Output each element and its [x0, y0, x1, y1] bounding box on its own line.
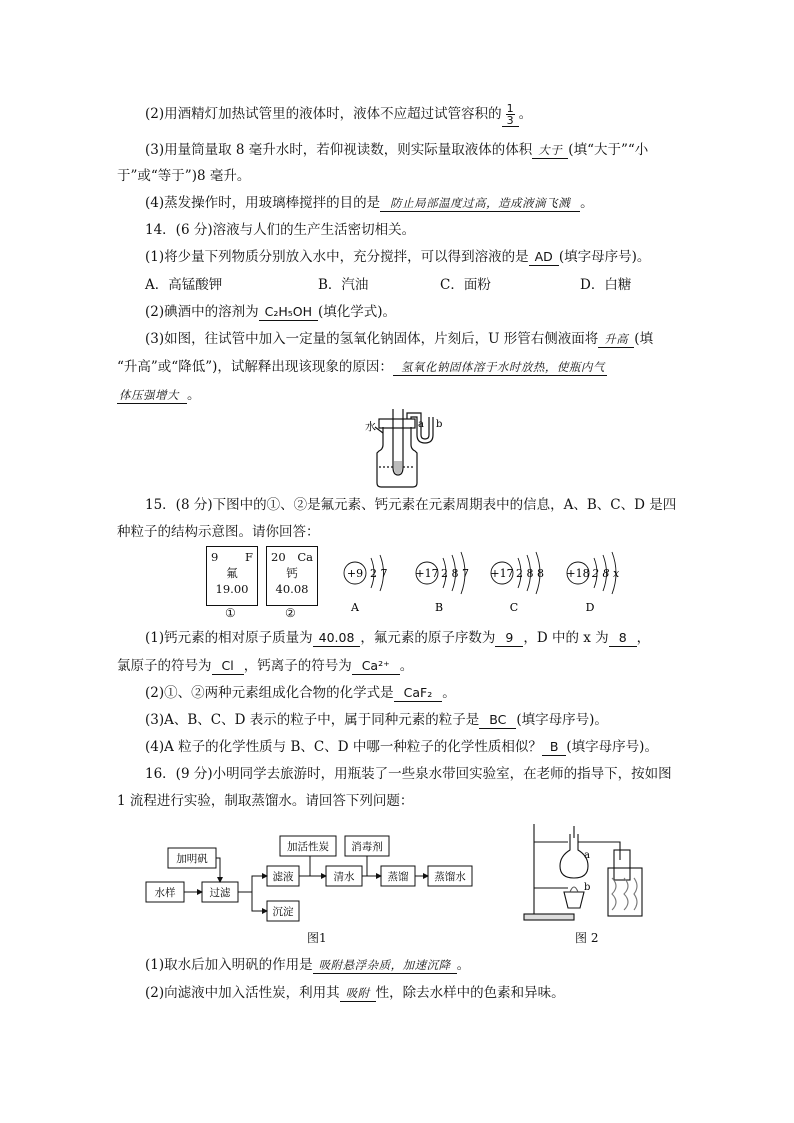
q13-p2-answer: [502, 103, 519, 127]
q15-p2-end: 。: [442, 685, 456, 701]
q16-p1-answer: 吸附悬浮杂质，加速沉降: [313, 957, 457, 974]
q13-p3-text: (3)用量筒量取 8 毫升水时，若仰视读数，则实际量取液体的体积: [145, 142, 533, 158]
shell-electrons-a: 2 7: [370, 567, 388, 580]
q13-p3-hint-cont: 于”或“等于”)8 毫升。: [117, 168, 251, 184]
q15-title: [0, 495, 794, 515]
figure-1-caption: 图1: [307, 931, 327, 945]
atom-structure-diagrams: [335, 548, 635, 616]
atom-label-d: D: [585, 601, 595, 614]
element-card-label-2: ②: [285, 606, 296, 620]
q16-line-1: [0, 955, 794, 975]
q15-p1-text-e: 氯原子的符号为: [117, 658, 212, 674]
figure-label-water: 水: [365, 420, 376, 433]
q16-title-b: [0, 791, 794, 811]
flow-box-sample: 水样: [154, 887, 176, 899]
q15-p1-end: 。: [399, 658, 414, 674]
q15-line-4: [0, 737, 794, 757]
q15-line-1: [0, 628, 794, 648]
shell-electrons-b: 2 8 7: [441, 567, 469, 580]
q16-p2-text: (2)向滤液中加入活性炭，利用其: [145, 985, 340, 1001]
q14-p3-hint: (填: [634, 331, 654, 347]
element-symbol: Ca: [297, 550, 313, 564]
q15-title-text: 15．(8 分)下图中的①、②是氟元素、钙元素在元素周期表中的信息，A、B、C、D 是四: [145, 497, 677, 513]
q14-option-c: C．面粉: [440, 277, 491, 293]
q15-p3-text: (3)A、B、C、D 表示的粒子中，属于同种元素的粒子是: [145, 712, 480, 728]
q14-p1-hint: (填字母序号)。: [558, 249, 651, 265]
q15-p4-answer: B: [542, 739, 567, 756]
atom-label-a: A: [351, 601, 359, 614]
nucleus-charge-c: +17: [490, 567, 514, 580]
q16-p2-answer: 吸附: [340, 985, 376, 1002]
q15-p1-answer-number: 9: [495, 630, 523, 647]
q14-line-3c: [0, 385, 794, 405]
distillation-apparatus-figure: [520, 820, 670, 925]
q16-title-text: 16．(9 分)小明同学去旅游时，用瓶装了一些泉水带回实验室，在老师的指导下，按如图: [145, 766, 672, 782]
q13-p4-text: (4)蒸发操作时，用玻璃棒搅拌的目的是: [145, 195, 381, 211]
atom-label-c: C: [509, 601, 519, 614]
fraction-numerator: 1: [506, 102, 514, 115]
flow-box-activated-carbon: 加活性炭: [287, 841, 329, 853]
q15-p4-text: (4)A 粒子的化学性质与 B、C、D 中哪一种粒子的化学性质相似？: [145, 739, 542, 755]
q14-p3-end: 。: [187, 387, 201, 403]
q16-line-2: [0, 983, 794, 1003]
q14-p1-answer: AD: [529, 249, 559, 266]
q14-p2-answer: C₂H₅OH: [259, 304, 318, 321]
shell-electrons-c: 2 8 8: [516, 567, 544, 580]
q14-p2-text: (2)碘酒中的溶剂为: [145, 304, 259, 320]
q14-p3-explanation-cont: 体压强增大: [117, 387, 187, 404]
q15-p1-text-c: ，D 中的 x 为: [523, 630, 609, 646]
atom-label-b: B: [434, 601, 444, 614]
nucleus-charge-d: +18: [566, 567, 590, 580]
q15-p2-text: (2)①、②两种元素组成化合物的化学式是: [145, 685, 394, 701]
nucleus-charge-b: +17: [415, 567, 439, 580]
q15-p2-answer: CaF₂: [394, 685, 443, 702]
element-symbol: F: [245, 550, 253, 564]
q14-p3-hint-cont: “升高”或“降低”)，试解释出现该现象的原因：: [117, 359, 393, 375]
flask-u-tube-figure: [355, 405, 475, 490]
q14-p3-text: (3)如图，往试管中加入一定量的氢氧化钠固体，片刻后，U 形管右侧液面将: [145, 331, 599, 347]
q15-title-b: [0, 522, 794, 542]
q14-line-3b: [0, 357, 794, 377]
q15-p1-text-d: ，: [636, 630, 651, 646]
q13-p3-answer: 大于: [532, 142, 568, 159]
q14-option-a: A．高锰酸钾: [145, 277, 223, 293]
q14-p3-answer: 升高: [598, 331, 634, 348]
flow-box-clear-water: 清水: [333, 871, 355, 883]
figure-label-b: b: [436, 419, 443, 430]
element-card-label-1: ①: [225, 606, 236, 620]
q15-p1-answer-chlorine: Cl: [212, 658, 244, 675]
figure-2-label-b: b: [584, 882, 591, 893]
element-mass: 40.08: [275, 582, 309, 596]
figure-label-a: a: [418, 419, 424, 430]
q13-p4-answer: 防止局部温度过高，造成液滴飞溅: [380, 195, 580, 212]
q14-line-2: [0, 302, 794, 322]
q14-line-1: [0, 247, 794, 267]
q14-title-text: 14．(6 分)溶液与人们的生产生活密切相关。: [145, 222, 416, 238]
q14-p1-text: (1)将少量下列物质分别放入水中，充分搅拌，可以得到溶液的是: [145, 249, 529, 265]
q13-p2-text: (2)用酒精灯加热试管里的液体时，液体不应超过试管容积的: [145, 106, 502, 122]
q13-line-2: [0, 103, 794, 127]
figure-2-caption: 图 2: [575, 931, 599, 945]
q15-line-2: [0, 683, 794, 703]
water-purification-flowchart: [140, 830, 500, 925]
q15-p4-hint: (填字母序号)。: [566, 739, 658, 755]
flow-box-sediment: 沉淀: [272, 906, 294, 918]
q15-line-3: [0, 710, 794, 730]
q15-line-1b: [0, 656, 794, 676]
q14-title: [0, 220, 794, 240]
q14-p2-hint: (填化学式)。: [318, 304, 397, 320]
flow-box-filtrate: 滤液: [272, 871, 294, 883]
flow-box-distilled-water: 蒸馏水: [434, 871, 466, 883]
q14-option-d: D．白糖: [580, 277, 632, 293]
q15-p1-text-b: ，氟元素的原子序数为: [360, 630, 496, 646]
q15-title-text-cont: 种粒子的结构示意图。请你回答：: [117, 524, 320, 540]
fraction: [506, 103, 515, 126]
q13-line-3: [0, 140, 794, 160]
q14-p3-explanation: 氢氧化钠固体溶于水时放热，使瓶内气: [393, 359, 607, 376]
element-mass: 19.00: [215, 582, 249, 596]
q15-p3-answer: BC: [479, 712, 516, 729]
element-card-calcium: [266, 546, 318, 606]
flow-box-alum: 加明矾: [176, 853, 208, 865]
q16-p1-end: 。: [456, 957, 471, 973]
q13-p2-end: 。: [518, 106, 533, 122]
q16-p1-text: (1)取水后加入明矾的作用是: [145, 957, 313, 973]
q16-title-text-cont: 1 流程进行实验，制取蒸馏水。请回答下列问题：: [117, 793, 414, 809]
nucleus-charge-a: +9: [346, 567, 364, 580]
flow-box-distill: 蒸馏: [387, 871, 409, 883]
q14-option-b: B．汽油: [318, 277, 369, 293]
q13-line-3b: [0, 166, 794, 186]
q15-p1-text-f: ，钙离子的符号为: [243, 658, 352, 674]
element-name: 钙: [286, 566, 298, 580]
element-card-fluorine: [206, 546, 258, 606]
q16-p2-end: 性，除去水样中的色素和异味。: [375, 985, 565, 1001]
element-name: 氟: [226, 566, 238, 580]
q15-p3-hint: (填字母序号)。: [516, 712, 608, 728]
q15-p1-text: (1)钙元素的相对原子质量为: [145, 630, 313, 646]
flow-box-filter: 过滤: [209, 887, 231, 899]
q13-line-4: [0, 193, 794, 213]
fraction-denominator: 3: [506, 114, 514, 127]
q16-title: [0, 764, 794, 784]
shell-electrons-d: 2 8 x: [592, 567, 620, 580]
q13-p3-hint: (填“大于”“小: [568, 142, 649, 158]
element-number: 20: [271, 550, 286, 564]
flow-box-disinfectant: 消毒剂: [351, 841, 383, 853]
q13-p4-end: 。: [580, 195, 594, 211]
figure-2-label-a: a: [584, 850, 590, 861]
q14-line-3: [0, 329, 794, 349]
q15-p1-answer-calcium-ion: Ca²⁺: [352, 658, 400, 675]
element-number: 9: [211, 550, 219, 564]
q15-p1-answer-x: 8: [609, 630, 637, 647]
q15-p1-answer-mass: 40.08: [313, 630, 361, 647]
